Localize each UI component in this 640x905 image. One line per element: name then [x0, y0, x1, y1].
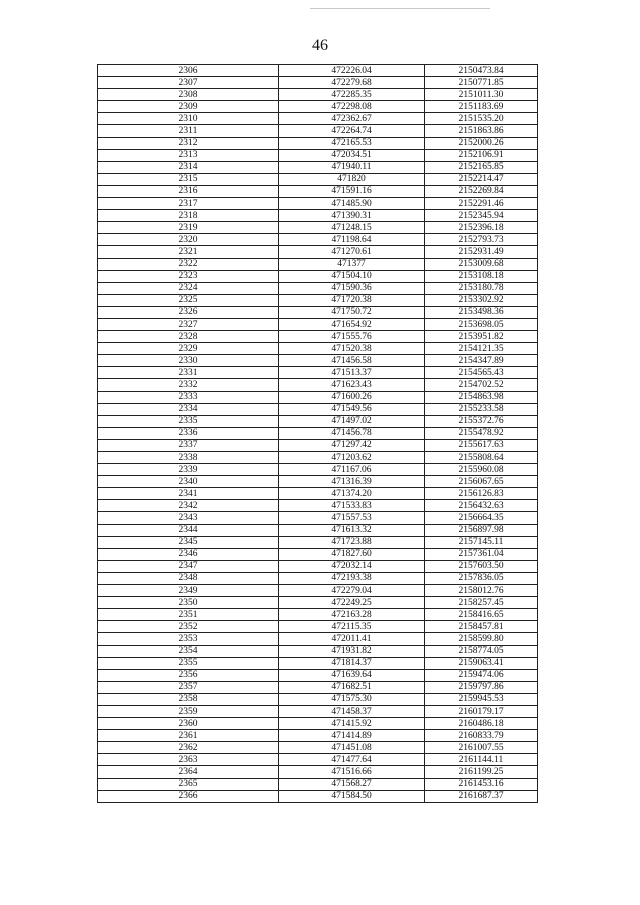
y-coordinate-cell: 2161007.55	[425, 742, 538, 754]
y-coordinate-cell: 2154121.35	[425, 343, 538, 355]
x-coordinate-cell: 471654.92	[279, 318, 425, 330]
point-number-cell: 2336	[98, 427, 279, 439]
point-number-cell: 2332	[98, 379, 279, 391]
y-coordinate-cell: 2161199.25	[425, 766, 538, 778]
point-number-cell: 2315	[98, 173, 279, 185]
x-coordinate-cell: 472115.35	[279, 621, 425, 633]
x-coordinate-cell: 472279.04	[279, 585, 425, 597]
x-coordinate-cell: 472165.53	[279, 137, 425, 149]
x-coordinate-cell: 471513.37	[279, 367, 425, 379]
table-row	[98, 524, 538, 536]
point-number-cell: 2337	[98, 439, 279, 451]
table-row	[98, 210, 538, 222]
point-number-cell: 2333	[98, 391, 279, 403]
table-row	[98, 403, 538, 415]
x-coordinate-cell: 471639.64	[279, 669, 425, 681]
point-number-cell: 2326	[98, 306, 279, 318]
x-coordinate-cell: 471600.26	[279, 391, 425, 403]
x-coordinate-cell: 472193.38	[279, 572, 425, 584]
point-number-cell: 2324	[98, 282, 279, 294]
table-row	[98, 173, 538, 185]
table-row	[98, 790, 538, 802]
point-number-cell: 2358	[98, 693, 279, 705]
y-coordinate-cell: 2160179.17	[425, 705, 538, 717]
x-coordinate-cell: 471504.10	[279, 270, 425, 282]
table-row	[98, 439, 538, 451]
x-coordinate-cell: 471414.89	[279, 730, 425, 742]
table-row	[98, 464, 538, 476]
x-coordinate-cell: 471520.38	[279, 343, 425, 355]
y-coordinate-cell: 2158457.81	[425, 621, 538, 633]
y-coordinate-cell: 2155808.64	[425, 452, 538, 464]
table-row	[98, 572, 538, 584]
y-coordinate-cell: 2157145.11	[425, 536, 538, 548]
y-coordinate-cell: 2151535.20	[425, 113, 538, 125]
x-coordinate-cell: 471750.72	[279, 306, 425, 318]
x-coordinate-cell: 472279.68	[279, 77, 425, 89]
y-coordinate-cell: 2152396.18	[425, 222, 538, 234]
table-row	[98, 633, 538, 645]
x-coordinate-cell: 471374.20	[279, 488, 425, 500]
table-row	[98, 331, 538, 343]
table-row	[98, 355, 538, 367]
table-row	[98, 185, 538, 197]
table-row	[98, 597, 538, 609]
point-number-cell: 2318	[98, 210, 279, 222]
point-number-cell: 2335	[98, 415, 279, 427]
point-number-cell: 2331	[98, 367, 279, 379]
y-coordinate-cell: 2154702.52	[425, 379, 538, 391]
point-number-cell: 2311	[98, 125, 279, 137]
table-row	[98, 548, 538, 560]
table-row	[98, 657, 538, 669]
point-number-cell: 2328	[98, 331, 279, 343]
point-number-cell: 2329	[98, 343, 279, 355]
y-coordinate-cell: 2156664.35	[425, 512, 538, 524]
table-row	[98, 681, 538, 693]
y-coordinate-cell: 2158774.05	[425, 645, 538, 657]
y-coordinate-cell: 2151183.69	[425, 101, 538, 113]
y-coordinate-cell: 2151863.86	[425, 125, 538, 137]
x-coordinate-cell: 471720.38	[279, 294, 425, 306]
x-coordinate-cell: 472298.08	[279, 101, 425, 113]
x-coordinate-cell: 471167.06	[279, 464, 425, 476]
x-coordinate-cell: 471533.83	[279, 500, 425, 512]
y-coordinate-cell: 2159797.86	[425, 681, 538, 693]
y-coordinate-cell: 2154863.98	[425, 391, 538, 403]
x-coordinate-cell: 471820	[279, 173, 425, 185]
x-coordinate-cell: 472362.67	[279, 113, 425, 125]
y-coordinate-cell: 2152214.47	[425, 173, 538, 185]
y-coordinate-cell: 2155478.92	[425, 427, 538, 439]
y-coordinate-cell: 2155960.08	[425, 464, 538, 476]
point-number-cell: 2363	[98, 754, 279, 766]
table-row	[98, 560, 538, 572]
table-row	[98, 149, 538, 161]
x-coordinate-cell: 471451.08	[279, 742, 425, 754]
point-number-cell: 2339	[98, 464, 279, 476]
x-coordinate-cell: 471613.32	[279, 524, 425, 536]
point-number-cell: 2366	[98, 790, 279, 802]
table-row	[98, 318, 538, 330]
x-coordinate-cell: 471516.66	[279, 766, 425, 778]
x-coordinate-cell: 471390.31	[279, 210, 425, 222]
point-number-cell: 2309	[98, 101, 279, 113]
x-coordinate-cell: 471198.64	[279, 234, 425, 246]
point-number-cell: 2348	[98, 572, 279, 584]
x-coordinate-cell: 471456.58	[279, 355, 425, 367]
table-row	[98, 500, 538, 512]
table-row	[98, 730, 538, 742]
x-coordinate-cell: 471555.76	[279, 331, 425, 343]
x-coordinate-cell: 471477.64	[279, 754, 425, 766]
table-row	[98, 222, 538, 234]
table-row	[98, 89, 538, 101]
x-coordinate-cell: 471270.61	[279, 246, 425, 258]
y-coordinate-cell: 2157836.05	[425, 572, 538, 584]
table-row	[98, 77, 538, 89]
y-coordinate-cell: 2152291.46	[425, 198, 538, 210]
table-row	[98, 294, 538, 306]
point-number-cell: 2319	[98, 222, 279, 234]
y-coordinate-cell: 2153951.82	[425, 331, 538, 343]
x-coordinate-cell: 471485.90	[279, 198, 425, 210]
table-row	[98, 379, 538, 391]
table-row	[98, 282, 538, 294]
y-coordinate-cell: 2152165.85	[425, 161, 538, 173]
table-row	[98, 65, 538, 77]
y-coordinate-cell: 2160486.18	[425, 718, 538, 730]
table-row	[98, 427, 538, 439]
point-number-cell: 2312	[98, 137, 279, 149]
table-row	[98, 705, 538, 717]
y-coordinate-cell: 2150771.85	[425, 77, 538, 89]
table-row	[98, 778, 538, 790]
y-coordinate-cell: 2153302.92	[425, 294, 538, 306]
y-coordinate-cell: 2161144.11	[425, 754, 538, 766]
point-number-cell: 2349	[98, 585, 279, 597]
point-number-cell: 2322	[98, 258, 279, 270]
table-row	[98, 306, 538, 318]
table-row	[98, 488, 538, 500]
x-coordinate-cell: 471568.27	[279, 778, 425, 790]
table-row	[98, 693, 538, 705]
top-border-line	[310, 8, 490, 9]
x-coordinate-cell: 472163.28	[279, 609, 425, 621]
y-coordinate-cell: 2158416.65	[425, 609, 538, 621]
x-coordinate-cell: 471497.02	[279, 415, 425, 427]
point-number-cell: 2350	[98, 597, 279, 609]
y-coordinate-cell: 2160833.79	[425, 730, 538, 742]
table-row	[98, 621, 538, 633]
point-number-cell: 2352	[98, 621, 279, 633]
x-coordinate-cell: 471723.88	[279, 536, 425, 548]
x-coordinate-cell: 471415.92	[279, 718, 425, 730]
x-coordinate-cell: 471557.53	[279, 512, 425, 524]
x-coordinate-cell: 472032.14	[279, 560, 425, 572]
point-number-cell: 2356	[98, 669, 279, 681]
table-row	[98, 718, 538, 730]
point-number-cell: 2359	[98, 705, 279, 717]
page-number: 46	[312, 37, 328, 54]
table-row	[98, 391, 538, 403]
table-row	[98, 137, 538, 149]
y-coordinate-cell: 2153498.36	[425, 306, 538, 318]
table-row	[98, 415, 538, 427]
y-coordinate-cell: 2157361.04	[425, 548, 538, 560]
y-coordinate-cell: 2153180.78	[425, 282, 538, 294]
point-number-cell: 2354	[98, 645, 279, 657]
point-number-cell: 2320	[98, 234, 279, 246]
point-number-cell: 2323	[98, 270, 279, 282]
point-number-cell: 2361	[98, 730, 279, 742]
table-row	[98, 234, 538, 246]
point-number-cell: 2313	[98, 149, 279, 161]
y-coordinate-cell: 2153108.18	[425, 270, 538, 282]
x-coordinate-cell: 471591.16	[279, 185, 425, 197]
point-number-cell: 2306	[98, 65, 279, 77]
x-coordinate-cell: 471203.62	[279, 452, 425, 464]
x-coordinate-cell: 471814.37	[279, 657, 425, 669]
table-row	[98, 343, 538, 355]
x-coordinate-cell: 472226.04	[279, 65, 425, 77]
y-coordinate-cell: 2156067.65	[425, 476, 538, 488]
x-coordinate-cell: 472249.25	[279, 597, 425, 609]
y-coordinate-cell: 2152793.73	[425, 234, 538, 246]
table-row	[98, 754, 538, 766]
x-coordinate-cell: 471458.37	[279, 705, 425, 717]
table-row	[98, 742, 538, 754]
y-coordinate-cell: 2152106.91	[425, 149, 538, 161]
y-coordinate-cell: 2156432.63	[425, 500, 538, 512]
x-coordinate-cell: 471575.30	[279, 693, 425, 705]
table-row	[98, 476, 538, 488]
y-coordinate-cell: 2158599.80	[425, 633, 538, 645]
point-number-cell: 2340	[98, 476, 279, 488]
x-coordinate-cell: 471549.56	[279, 403, 425, 415]
point-number-cell: 2338	[98, 452, 279, 464]
table-row	[98, 609, 538, 621]
x-coordinate-cell: 471931.82	[279, 645, 425, 657]
y-coordinate-cell: 2158257.45	[425, 597, 538, 609]
y-coordinate-cell: 2152345.94	[425, 210, 538, 222]
y-coordinate-cell: 2155233.58	[425, 403, 538, 415]
point-number-cell: 2334	[98, 403, 279, 415]
y-coordinate-cell: 2157603.50	[425, 560, 538, 572]
point-number-cell: 2321	[98, 246, 279, 258]
point-number-cell: 2344	[98, 524, 279, 536]
x-coordinate-cell: 472034.51	[279, 149, 425, 161]
x-coordinate-cell: 471623.43	[279, 379, 425, 391]
table-row	[98, 270, 538, 282]
point-number-cell: 2351	[98, 609, 279, 621]
point-number-cell: 2347	[98, 560, 279, 572]
y-coordinate-cell: 2159474.06	[425, 669, 538, 681]
y-coordinate-cell: 2155372.76	[425, 415, 538, 427]
table-row	[98, 258, 538, 270]
table-row	[98, 113, 538, 125]
table-row	[98, 669, 538, 681]
y-coordinate-cell: 2159063.41	[425, 657, 538, 669]
x-coordinate-cell: 471590.36	[279, 282, 425, 294]
x-coordinate-cell: 471827.60	[279, 548, 425, 560]
point-number-cell: 2355	[98, 657, 279, 669]
coordinates-table	[97, 64, 538, 803]
point-number-cell: 2317	[98, 198, 279, 210]
table-row	[98, 246, 538, 258]
y-coordinate-cell: 2158012.76	[425, 585, 538, 597]
table-row	[98, 198, 538, 210]
y-coordinate-cell: 2153009.68	[425, 258, 538, 270]
table-row	[98, 452, 538, 464]
point-number-cell: 2364	[98, 766, 279, 778]
point-number-cell: 2307	[98, 77, 279, 89]
point-number-cell: 2360	[98, 718, 279, 730]
x-coordinate-cell: 471297.42	[279, 439, 425, 451]
table-row	[98, 512, 538, 524]
x-coordinate-cell: 472264.74	[279, 125, 425, 137]
y-coordinate-cell: 2154347.89	[425, 355, 538, 367]
x-coordinate-cell: 472285.35	[279, 89, 425, 101]
point-number-cell: 2327	[98, 318, 279, 330]
table-row	[98, 645, 538, 657]
x-coordinate-cell: 471248.15	[279, 222, 425, 234]
y-coordinate-cell: 2154565.43	[425, 367, 538, 379]
point-number-cell: 2343	[98, 512, 279, 524]
x-coordinate-cell: 471940.11	[279, 161, 425, 173]
point-number-cell: 2330	[98, 355, 279, 367]
x-coordinate-cell: 471456.78	[279, 427, 425, 439]
point-number-cell: 2353	[98, 633, 279, 645]
table-row	[98, 766, 538, 778]
table-row	[98, 125, 538, 137]
table-row	[98, 367, 538, 379]
y-coordinate-cell: 2152000.26	[425, 137, 538, 149]
point-number-cell: 2357	[98, 681, 279, 693]
x-coordinate-cell: 472011.41	[279, 633, 425, 645]
y-coordinate-cell: 2153698.05	[425, 318, 538, 330]
point-number-cell: 2341	[98, 488, 279, 500]
y-coordinate-cell: 2150473.84	[425, 65, 538, 77]
y-coordinate-cell: 2152931.49	[425, 246, 538, 258]
y-coordinate-cell: 2161687.37	[425, 790, 538, 802]
y-coordinate-cell: 2161453.16	[425, 778, 538, 790]
point-number-cell: 2342	[98, 500, 279, 512]
y-coordinate-cell: 2151011.30	[425, 89, 538, 101]
y-coordinate-cell: 2152269.84	[425, 185, 538, 197]
x-coordinate-cell: 471584.50	[279, 790, 425, 802]
point-number-cell: 2345	[98, 536, 279, 548]
point-number-cell: 2365	[98, 778, 279, 790]
y-coordinate-cell: 2155617.63	[425, 439, 538, 451]
table-row	[98, 101, 538, 113]
x-coordinate-cell: 471377	[279, 258, 425, 270]
point-number-cell: 2325	[98, 294, 279, 306]
y-coordinate-cell: 2156897.98	[425, 524, 538, 536]
table-row	[98, 161, 538, 173]
table-row	[98, 585, 538, 597]
x-coordinate-cell: 471682.51	[279, 681, 425, 693]
point-number-cell: 2310	[98, 113, 279, 125]
point-number-cell: 2316	[98, 185, 279, 197]
point-number-cell: 2308	[98, 89, 279, 101]
point-number-cell: 2314	[98, 161, 279, 173]
x-coordinate-cell: 471316.39	[279, 476, 425, 488]
point-number-cell: 2362	[98, 742, 279, 754]
table-row	[98, 536, 538, 548]
coordinates-table-body	[98, 65, 538, 803]
y-coordinate-cell: 2159945.53	[425, 693, 538, 705]
point-number-cell: 2346	[98, 548, 279, 560]
y-coordinate-cell: 2156126.83	[425, 488, 538, 500]
